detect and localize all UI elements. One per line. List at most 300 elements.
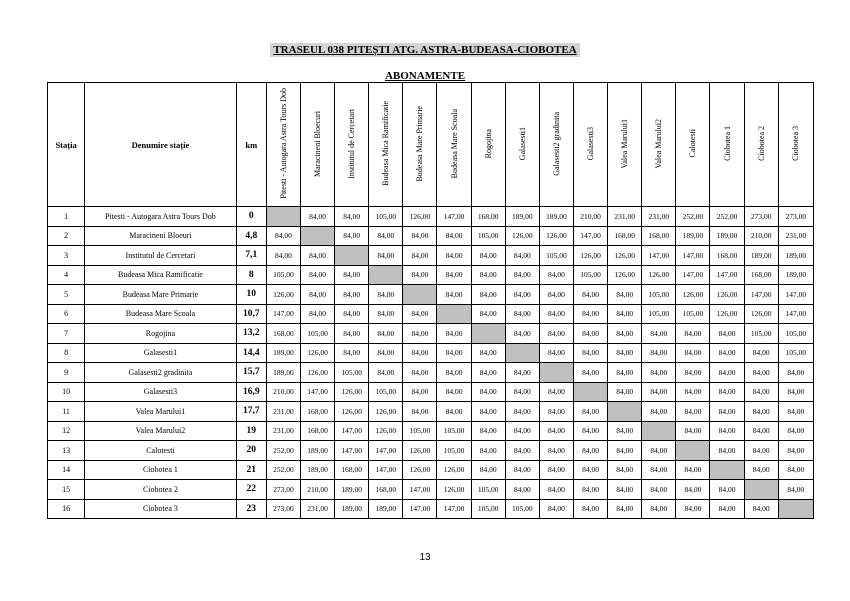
fare-cell: 84,00 — [744, 421, 778, 441]
station-km: 17,7 — [236, 402, 266, 422]
table-row — [48, 324, 814, 344]
fare-cell: 147,00 — [335, 421, 369, 441]
fare-cell: 105,00 — [642, 304, 676, 324]
fare-cell: 189,00 — [744, 246, 778, 266]
header-statia: Stația — [48, 83, 85, 207]
station-km: 0 — [236, 207, 266, 227]
fare-cell: 126,00 — [437, 480, 471, 500]
fare-cell: 84,00 — [505, 460, 539, 480]
header-stop-label: Ciobotea 1 — [722, 126, 732, 161]
fare-cell: 210,00 — [744, 226, 778, 246]
fare-cell: 84,00 — [505, 382, 539, 402]
fare-cell: 84,00 — [744, 343, 778, 363]
fare-cell: 84,00 — [369, 343, 403, 363]
row-index: 8 — [48, 343, 85, 363]
fare-cell: 84,00 — [573, 460, 607, 480]
fare-cell: 84,00 — [471, 285, 505, 305]
fare-cell: 105,00 — [539, 246, 573, 266]
fare-cell: 84,00 — [539, 324, 573, 344]
fare-cell: 147,00 — [300, 382, 334, 402]
fare-cell: 84,00 — [300, 246, 334, 266]
table-row — [48, 363, 814, 383]
fare-cell: 231,00 — [778, 226, 813, 246]
fare-cell: 84,00 — [403, 246, 437, 266]
fare-cell: 84,00 — [403, 382, 437, 402]
header-stop-label: Budeasa Mica Ramificatie — [381, 101, 391, 186]
fare-cell: 189,00 — [539, 207, 573, 227]
fare-cell: 84,00 — [300, 304, 334, 324]
fare-cell: 273,00 — [266, 480, 300, 500]
fare-cell: 84,00 — [710, 402, 744, 422]
fare-cell: 126,00 — [608, 246, 642, 266]
fare-cell: 84,00 — [608, 421, 642, 441]
fare-cell: 84,00 — [369, 246, 403, 266]
table-row — [48, 304, 814, 324]
fare-cell: 84,00 — [539, 499, 573, 519]
row-index: 11 — [48, 402, 85, 422]
fare-cell: 84,00 — [608, 382, 642, 402]
fare-cell: 84,00 — [437, 363, 471, 383]
fare-cell: 84,00 — [335, 285, 369, 305]
fare-cell: 84,00 — [437, 402, 471, 422]
fare-cell: 84,00 — [573, 402, 607, 422]
fare-cell: 189,00 — [710, 226, 744, 246]
station-name: Ciobotea 3 — [85, 499, 237, 519]
fare-cell: 105,00 — [744, 324, 778, 344]
fare-cell: 84,00 — [676, 324, 710, 344]
fare-cell: 105,00 — [369, 382, 403, 402]
header-stop — [778, 83, 813, 207]
fare-cell: 84,00 — [642, 382, 676, 402]
fare-cell: 126,00 — [403, 460, 437, 480]
row-index: 10 — [48, 382, 85, 402]
fare-cell: 84,00 — [608, 324, 642, 344]
table-row — [48, 285, 814, 305]
fare-cell: 105,00 — [403, 421, 437, 441]
fare-cell: 105,00 — [300, 324, 334, 344]
header-stop-label: Rogojina — [483, 128, 493, 159]
fare-cell: 84,00 — [710, 343, 744, 363]
fare-cell: 84,00 — [505, 402, 539, 422]
station-name: Valea Marului1 — [85, 402, 237, 422]
fare-cell: 84,00 — [778, 421, 813, 441]
fare-cell: 252,00 — [676, 207, 710, 227]
fare-cell: 147,00 — [676, 246, 710, 266]
fare-cell: 84,00 — [505, 363, 539, 383]
fare-cell: 126,00 — [369, 421, 403, 441]
fare-cell: 84,00 — [608, 285, 642, 305]
fare-cell: 84,00 — [778, 480, 813, 500]
header-stop-label: Valea Marului2 — [654, 118, 664, 169]
header-stop — [573, 83, 607, 207]
fare-cell: 84,00 — [676, 343, 710, 363]
header-stop-label: Calotesti — [688, 129, 698, 158]
fare-cell: 84,00 — [437, 246, 471, 266]
fare-cell: 84,00 — [471, 382, 505, 402]
fare-cell: 84,00 — [335, 207, 369, 227]
fare-cell-empty — [369, 265, 403, 285]
station-name: Maracineni Bloeuri — [85, 226, 237, 246]
header-stop — [608, 83, 642, 207]
fare-cell: 84,00 — [710, 363, 744, 383]
fare-cell: 84,00 — [608, 304, 642, 324]
fare-cell: 84,00 — [539, 304, 573, 324]
fare-cell-empty — [608, 402, 642, 422]
fare-cell: 189,00 — [335, 480, 369, 500]
fare-cell: 84,00 — [505, 304, 539, 324]
fare-cell: 126,00 — [300, 363, 334, 383]
fare-cell: 84,00 — [437, 343, 471, 363]
station-name: Calotesti — [85, 441, 237, 461]
fare-cell: 273,00 — [744, 207, 778, 227]
table-row — [48, 441, 814, 461]
fare-cell: 147,00 — [403, 480, 437, 500]
station-name: Ciobotea 2 — [85, 480, 237, 500]
fare-cell-empty — [642, 421, 676, 441]
station-name: Budeasa Mare Primarie — [85, 285, 237, 305]
fare-cell: 84,00 — [744, 382, 778, 402]
station-km: 23 — [236, 499, 266, 519]
header-row — [48, 83, 814, 207]
station-name: Rogojina — [85, 324, 237, 344]
header-stop-label: Galasesti1 — [517, 126, 527, 161]
fare-cell: 84,00 — [505, 421, 539, 441]
fare-cell: 84,00 — [369, 324, 403, 344]
fare-cell: 84,00 — [403, 304, 437, 324]
fare-cell: 84,00 — [573, 363, 607, 383]
fare-cell-empty — [505, 343, 539, 363]
station-name: Pitesti - Autogara Astra Tours Dob — [85, 207, 237, 227]
header-stop — [710, 83, 744, 207]
fare-cell: 84,00 — [403, 265, 437, 285]
fare-cell: 147,00 — [573, 226, 607, 246]
fare-cell: 105,00 — [505, 499, 539, 519]
fare-cell: 84,00 — [369, 304, 403, 324]
fare-cell: 210,00 — [573, 207, 607, 227]
fare-cell: 84,00 — [471, 304, 505, 324]
header-stop-label: Valea Marului1 — [620, 118, 630, 169]
fare-cell: 84,00 — [573, 304, 607, 324]
fare-cell: 147,00 — [744, 285, 778, 305]
fare-cell: 84,00 — [335, 265, 369, 285]
fare-cell-empty — [335, 246, 369, 266]
fare-cell: 168,00 — [300, 421, 334, 441]
fare-cell: 168,00 — [266, 324, 300, 344]
fare-cell: 84,00 — [573, 285, 607, 305]
fare-cell: 84,00 — [744, 402, 778, 422]
fare-cell: 84,00 — [539, 265, 573, 285]
fare-cell: 84,00 — [300, 265, 334, 285]
fare-cell: 147,00 — [676, 265, 710, 285]
fare-cell: 84,00 — [335, 304, 369, 324]
fare-cell: 84,00 — [437, 226, 471, 246]
fare-cell: 84,00 — [573, 441, 607, 461]
fare-cell: 84,00 — [744, 363, 778, 383]
fare-cell: 126,00 — [266, 285, 300, 305]
station-km: 13,2 — [236, 324, 266, 344]
fare-cell-empty — [778, 499, 813, 519]
fare-cell: 147,00 — [369, 460, 403, 480]
fare-cell-empty — [471, 324, 505, 344]
header-stop-label: Maracineni Bloecuri — [313, 110, 323, 177]
header-denumire: Denumire stație — [85, 83, 237, 207]
fare-cell: 84,00 — [266, 226, 300, 246]
document-title — [0, 40, 850, 58]
fare-cell: 84,00 — [608, 499, 642, 519]
fare-cell: 252,00 — [266, 460, 300, 480]
fare-cell: 84,00 — [642, 441, 676, 461]
header-stop — [266, 83, 300, 207]
fare-cell: 84,00 — [505, 246, 539, 266]
fare-cell: 84,00 — [300, 207, 334, 227]
station-name: Galasesti1 — [85, 343, 237, 363]
fare-cell: 126,00 — [369, 402, 403, 422]
fare-cell: 84,00 — [471, 460, 505, 480]
fare-cell: 84,00 — [505, 285, 539, 305]
fare-cell-empty — [266, 207, 300, 227]
fare-cell: 126,00 — [403, 207, 437, 227]
fare-cell: 210,00 — [300, 480, 334, 500]
fare-cell: 84,00 — [608, 363, 642, 383]
header-stop-label: Galasesti3 — [586, 126, 596, 161]
fare-cell: 147,00 — [335, 441, 369, 461]
row-index: 9 — [48, 363, 85, 383]
table-row — [48, 460, 814, 480]
fare-cell: 84,00 — [539, 343, 573, 363]
fare-cell: 84,00 — [403, 324, 437, 344]
fare-cell: 84,00 — [369, 226, 403, 246]
table-row — [48, 207, 814, 227]
fare-cell-empty — [573, 382, 607, 402]
fare-table — [47, 82, 814, 519]
fare-cell: 84,00 — [642, 343, 676, 363]
row-index: 1 — [48, 207, 85, 227]
table-row — [48, 382, 814, 402]
fare-cell: 84,00 — [403, 343, 437, 363]
fare-cell: 84,00 — [608, 441, 642, 461]
fare-cell: 189,00 — [335, 499, 369, 519]
fare-cell: 84,00 — [539, 480, 573, 500]
fare-cell: 84,00 — [642, 499, 676, 519]
fare-cell: 105,00 — [778, 324, 813, 344]
table-row — [48, 343, 814, 363]
fare-cell: 84,00 — [642, 363, 676, 383]
header-stop-label: Institutul de Cercetari — [347, 108, 357, 179]
fare-cell: 84,00 — [642, 402, 676, 422]
fare-cell: 252,00 — [710, 207, 744, 227]
fare-cell: 84,00 — [369, 363, 403, 383]
station-km: 15,7 — [236, 363, 266, 383]
header-stop — [505, 83, 539, 207]
table-subtitle: ABONAMENTE — [384, 70, 466, 82]
fare-cell: 84,00 — [676, 480, 710, 500]
fare-cell: 84,00 — [676, 460, 710, 480]
fare-cell: 84,00 — [642, 460, 676, 480]
fare-cell: 126,00 — [403, 441, 437, 461]
fare-cell: 105,00 — [676, 304, 710, 324]
fare-cell: 84,00 — [471, 402, 505, 422]
fare-cell: 189,00 — [778, 246, 813, 266]
fare-cell: 147,00 — [266, 304, 300, 324]
header-stop — [744, 83, 778, 207]
fare-cell: 84,00 — [778, 460, 813, 480]
table-row — [48, 499, 814, 519]
fare-cell: 147,00 — [642, 246, 676, 266]
fare-cell: 84,00 — [403, 226, 437, 246]
header-stop — [335, 83, 369, 207]
fare-cell: 105,00 — [642, 285, 676, 305]
header-stop — [642, 83, 676, 207]
header-stop-label: Budeasa Mare Primarie — [415, 105, 425, 182]
fare-cell: 84,00 — [505, 324, 539, 344]
fare-cell: 84,00 — [539, 460, 573, 480]
fare-cell-empty — [403, 285, 437, 305]
fare-cell: 84,00 — [471, 363, 505, 383]
fare-cell: 84,00 — [642, 324, 676, 344]
fare-cell: 84,00 — [266, 246, 300, 266]
fare-cell: 147,00 — [369, 441, 403, 461]
fare-cell: 105,00 — [437, 441, 471, 461]
fare-cell-empty — [437, 304, 471, 324]
fare-cell: 84,00 — [539, 402, 573, 422]
row-index: 4 — [48, 265, 85, 285]
header-stop — [471, 83, 505, 207]
fare-cell: 84,00 — [676, 402, 710, 422]
row-index: 3 — [48, 246, 85, 266]
fare-cell: 105,00 — [471, 499, 505, 519]
station-name: Institutul de Cercetari — [85, 246, 237, 266]
station-name: Galasesti2 gradinita — [85, 363, 237, 383]
fare-cell: 126,00 — [710, 285, 744, 305]
fare-cell: 84,00 — [676, 499, 710, 519]
header-stop — [300, 83, 334, 207]
fare-cell: 189,00 — [266, 343, 300, 363]
station-km: 20 — [236, 441, 266, 461]
fare-cell: 84,00 — [505, 265, 539, 285]
fare-cell: 168,00 — [642, 226, 676, 246]
station-name: Valea Marului2 — [85, 421, 237, 441]
fare-cell: 231,00 — [300, 499, 334, 519]
fare-cell: 84,00 — [471, 441, 505, 461]
fare-cell: 231,00 — [266, 421, 300, 441]
table-row — [48, 226, 814, 246]
fare-cell: 84,00 — [403, 402, 437, 422]
fare-cell: 84,00 — [710, 324, 744, 344]
fare-cell: 84,00 — [437, 285, 471, 305]
fare-cell: 126,00 — [608, 265, 642, 285]
fare-cell: 84,00 — [539, 382, 573, 402]
fare-cell: 168,00 — [471, 207, 505, 227]
fare-cell: 147,00 — [437, 207, 471, 227]
fare-cell: 84,00 — [710, 382, 744, 402]
fare-cell: 84,00 — [608, 460, 642, 480]
fare-cell: 84,00 — [437, 265, 471, 285]
fare-cell: 168,00 — [300, 402, 334, 422]
header-km: km — [236, 83, 266, 207]
fare-cell: 84,00 — [335, 343, 369, 363]
header-stop — [676, 83, 710, 207]
fare-cell: 126,00 — [573, 246, 607, 266]
fare-cell: 84,00 — [778, 402, 813, 422]
table-row — [48, 246, 814, 266]
fare-cell: 84,00 — [471, 265, 505, 285]
fare-cell: 210,00 — [266, 382, 300, 402]
fare-cell: 126,00 — [710, 304, 744, 324]
row-index: 12 — [48, 421, 85, 441]
fare-cell: 84,00 — [778, 382, 813, 402]
fare-cell: 168,00 — [608, 226, 642, 246]
fare-cell: 273,00 — [778, 207, 813, 227]
fare-cell: 84,00 — [505, 480, 539, 500]
fare-cell: 84,00 — [437, 382, 471, 402]
fare-cell: 126,00 — [642, 265, 676, 285]
table-row — [48, 480, 814, 500]
fare-cell: 84,00 — [573, 480, 607, 500]
fare-cell: 168,00 — [369, 480, 403, 500]
header-stop-label: Galasesti2 gradinita — [551, 111, 561, 176]
station-name: Budeasa Mare Scoala — [85, 304, 237, 324]
fare-cell: 168,00 — [744, 265, 778, 285]
fare-cell: 231,00 — [608, 207, 642, 227]
row-index: 15 — [48, 480, 85, 500]
fare-cell: 84,00 — [471, 246, 505, 266]
station-km: 10 — [236, 285, 266, 305]
station-km: 10,7 — [236, 304, 266, 324]
row-index: 13 — [48, 441, 85, 461]
fare-cell-empty — [744, 480, 778, 500]
table-row — [48, 402, 814, 422]
fare-cell: 84,00 — [437, 324, 471, 344]
route-title: TRASEUL 038 PITEȘTI ATG. ASTRA-BUDEASA-CIOBOTEA — [270, 43, 579, 57]
fare-cell: 84,00 — [471, 343, 505, 363]
fare-cell: 84,00 — [710, 480, 744, 500]
fare-cell: 84,00 — [608, 480, 642, 500]
fare-cell: 105,00 — [778, 343, 813, 363]
station-km: 22 — [236, 480, 266, 500]
fare-cell: 126,00 — [437, 460, 471, 480]
fare-cell: 105,00 — [369, 207, 403, 227]
fare-cell: 84,00 — [505, 441, 539, 461]
fare-cell: 84,00 — [608, 343, 642, 363]
fare-cell: 105,00 — [471, 226, 505, 246]
station-km: 19 — [236, 421, 266, 441]
fare-cell: 84,00 — [744, 499, 778, 519]
header-stop — [403, 83, 437, 207]
fare-cell: 84,00 — [539, 285, 573, 305]
row-index: 2 — [48, 226, 85, 246]
fare-cell-empty — [539, 363, 573, 383]
fare-cell: 189,00 — [300, 460, 334, 480]
fare-cell: 147,00 — [778, 285, 813, 305]
fare-cell: 84,00 — [573, 499, 607, 519]
table-body — [48, 207, 814, 519]
station-km: 14,4 — [236, 343, 266, 363]
fare-cell: 84,00 — [710, 441, 744, 461]
page-number: 13 — [419, 552, 431, 563]
fare-cell: 189,00 — [505, 207, 539, 227]
fare-cell: 147,00 — [437, 499, 471, 519]
fare-cell: 84,00 — [335, 324, 369, 344]
fare-cell: 84,00 — [403, 363, 437, 383]
header-stop — [369, 83, 403, 207]
fare-cell: 84,00 — [778, 363, 813, 383]
fare-cell: 84,00 — [471, 421, 505, 441]
row-index: 5 — [48, 285, 85, 305]
fare-cell: 105,00 — [437, 421, 471, 441]
fare-cell: 105,00 — [335, 363, 369, 383]
fare-cell: 189,00 — [369, 499, 403, 519]
fare-cell: 126,00 — [335, 382, 369, 402]
